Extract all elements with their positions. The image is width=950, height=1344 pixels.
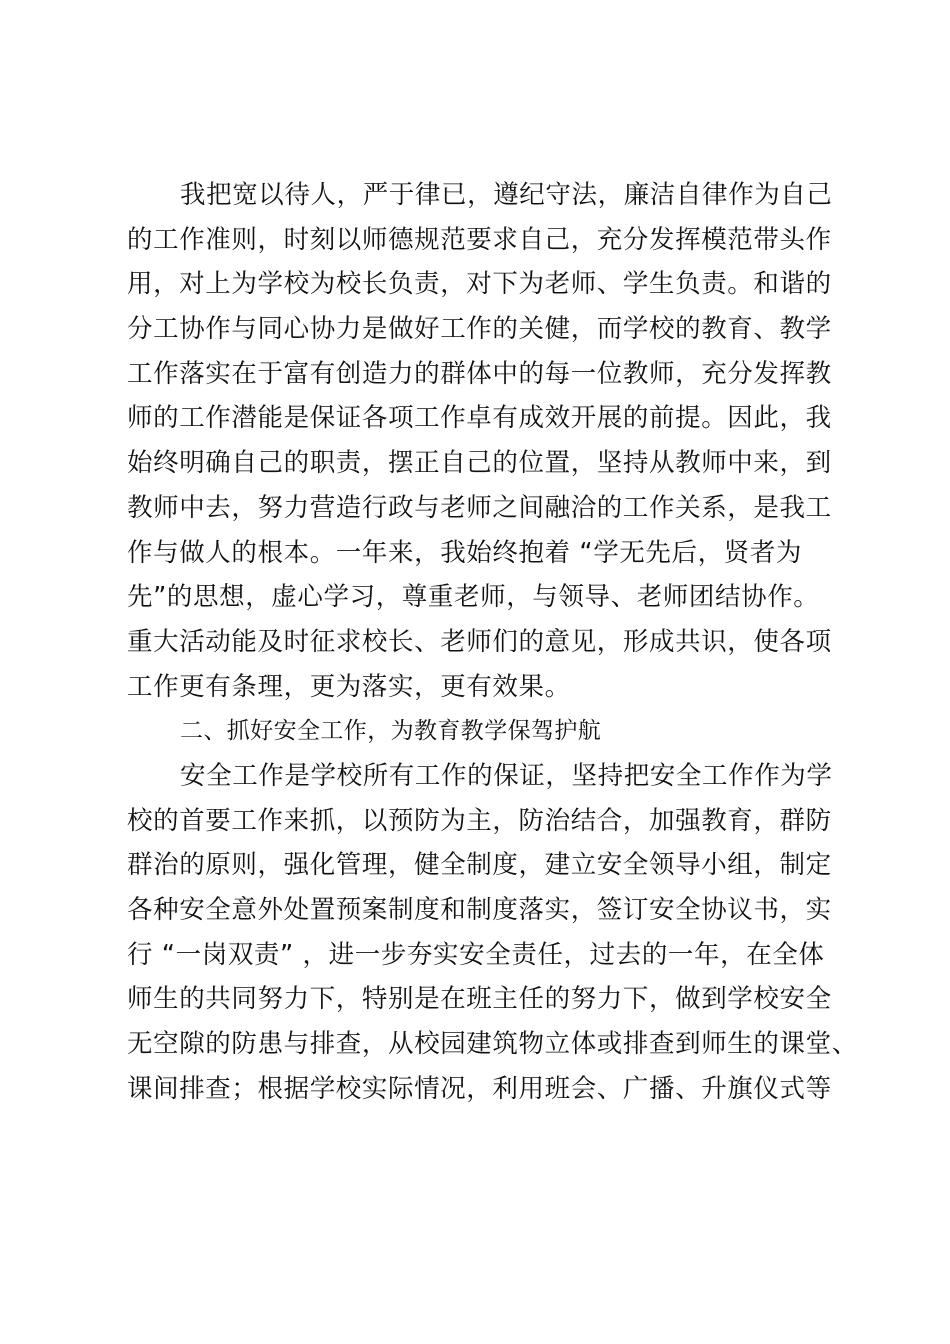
document-body [127, 173, 858, 1111]
text-line: 各种安全意外处置预案制度和制度落实，签订安全协议书，实 [127, 895, 832, 925]
text-line: 无空隙的防患与排查，从校园建筑物立体或排查到师生的课堂、 [127, 1029, 858, 1060]
text-line: 始终明确自己的职责，摆正自己的位置，坚持从教师中来，到 [127, 448, 832, 479]
text-line: 用，对上为学校为校长负责，对下为老师、学生负责。和谐的 [127, 269, 832, 300]
section-heading: 二、抓好安全工作，为教育教学保驾护航 [180, 718, 602, 745]
text-line: 作与做人的根本。一年来，我始终抱着 “学无先后，贤者为 [127, 537, 803, 568]
text-line: 教师中去，努力营造行政与老师之间融洽的工作关系，是我工 [127, 492, 832, 523]
text-line: 我把宽以待人，严于律已，遵纪守法，廉洁自律作为自己 [180, 180, 833, 210]
text-line: 师的工作潜能是保证各项工作卓有成效开展的前提。因此，我 [127, 403, 832, 434]
text-line: 工作更有条理，更为落实，更有效果。 [127, 671, 571, 702]
text-line: 行 “一岗双责” ，进一步夯实安全责任，过去的一年，在全体 [127, 939, 825, 970]
text-line: 工作落实在于富有创造力的群体中的每一位教师，充分发挥教 [127, 358, 832, 389]
text-line: 先”的思想，虚心学习，尊重老师，与领导、老师团结协作。 [127, 582, 820, 613]
text-line: 师生的共同努力下，特别是在班主任的努力下，做到学校安全 [127, 984, 832, 1015]
text-line: 群治的原则，强化管理，健全制度，建立安全领导小组，制定 [127, 850, 832, 881]
text-line: 校的首要工作来抓，以预防为主，防治结合，加强教育，群防 [127, 805, 832, 836]
text-line: 安全工作是学校所有工作的保证，坚持把安全工作作为学 [180, 760, 833, 791]
text-line: 课间排查；根据学校实际情况，利用班会、广播、升旗仪式等 [127, 1073, 832, 1104]
text-line: 重大活动能及时征求校长、老师们的意见，形成共识，使各项 [127, 626, 832, 657]
text-line: 的工作准则，时刻以师德规范要求自己，充分发挥模范带头作 [127, 224, 832, 255]
text-line: 分工协作与同心协力是做好工作的关健，而学校的教育、教学 [127, 314, 832, 345]
